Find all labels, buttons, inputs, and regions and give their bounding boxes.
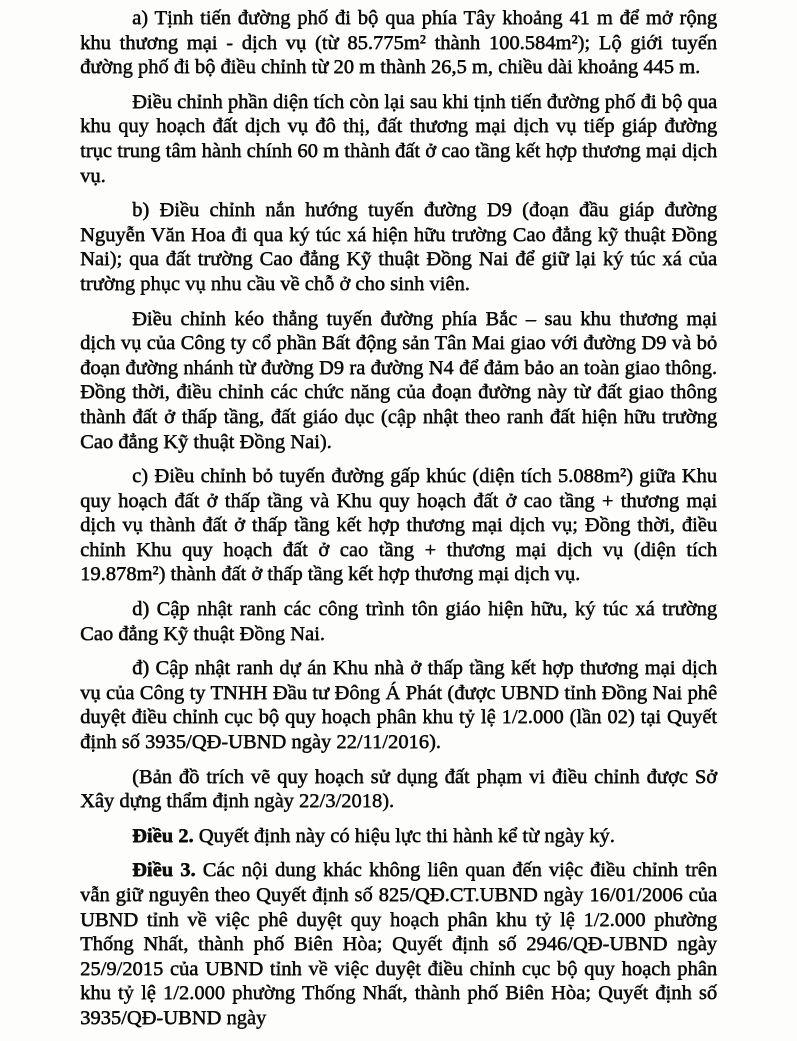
- clause-b-road-d9-realignment: [80, 198, 717, 296]
- paragraph-text: Các nội dung khác không liên quan đến việc điều chỉnh trên vẫn giữ nguyên theo Quyết định số 825/QĐ.CT.UBND ngày 16/01/2006 của UBND tỉnh về việc phê duyệt quy hoạch phân khu tỷ lệ 1/2.000 phường Thống Nhất, thành phố Biên Hòa; Quyết định số 2946/QĐ-UBND ngày 25/9/2015 của UBND tỉnh về việc duyệt điều chỉnh cục bộ quy hoạch phân khu tỷ lệ 1/2.000 phường Thống Nhất, thành phố Biên Hòa; Quyết định số 3935/QĐ-UBND ngày: [80, 859, 717, 1029]
- clause-a-remaining-area-adjustment: [80, 90, 717, 188]
- clause-dd-dong-a-phat-project-boundary: [80, 656, 717, 754]
- paragraph-text: a) Tịnh tiến đường phố đi bộ qua phía Tây khoảng 41 m để mở rộng khu thương mại - dịch vụ (từ 85.775m² thành 100.584m²); Lộ giới tuyến đường phố đi bộ điều chỉnh từ 20 m thành 26,5 m, chiều dài khoảng 445 m.: [80, 7, 717, 79]
- article-number-label: Điều 2.: [132, 824, 194, 847]
- paragraph-text: đ) Cập nhật ranh dự án Khu nhà ở thấp tầng kết hợp thương mại dịch vụ của Công ty TNHH Đầu tư Đông Á Phát (được UBND tỉnh Đồng Nai phê duyệt điều chỉnh cục bộ quy hoạch phân khu tỷ lệ 1/2.000 (lần 02) tại Quyết định số 3935/QĐ-UBND ngày 22/11/2016).: [80, 657, 717, 754]
- article-3-other-contents-unchanged: [80, 858, 717, 1030]
- clause-a-pedestrian-street-shift: [80, 6, 717, 80]
- paragraph-text: d) Cập nhật ranh các công trình tôn giáo hiện hữu, ký túc xá trường Cao đẳng Kỹ thuật Đồng Nai.: [80, 598, 717, 645]
- paragraph-text: c) Điều chỉnh bỏ tuyến đường gấp khúc (diện tích 5.088m²) giữa Khu quy hoạch đất ở thấp tầng và Khu quy hoạch đất ở cao tầng + thương mại dịch vụ thành đất ở thấp tầng kết hợp thương mại dịch vụ; Đồng thời, điều chỉnh Khu quy hoạch đất ở cao tầng + thương mại dịch vụ (diện tích 19.878m²) thành đất ở thấp tầng kết hợp thương mại dịch vụ.: [80, 465, 717, 586]
- clause-c-zigzag-road-removal: [80, 464, 717, 587]
- article-2-effective-date: [80, 824, 717, 849]
- paragraph-text: (Bản đồ trích vẽ quy hoạch sử dụng đất phạm vi điều chỉnh được Sở Xây dựng thẩm định ngày 22/3/2018).: [80, 765, 717, 813]
- note-map-appraisal: [80, 765, 717, 814]
- paragraph-text: Điều chỉnh kéo thẳng tuyến đường phía Bắc – sau khu thương mại dịch vụ của Công ty cổ phần Bất động sản Tân Mai giao với đường D9 và bỏ đoạn đường nhánh từ đường D9 ra đường N4 để đảm bảo an toàn giao thông. Đồng thời, điều chỉnh các chức năng của đoạn đường này từ đất giao thông thành đất ở thấp tầng, đất giáo dục (cập nhật theo ranh đất hiện hữu trường Cao đẳng Kỹ thuật Đồng Nai).: [80, 307, 717, 453]
- paragraph-text: b) Điều chỉnh nắn hướng tuyến đường D9 (đoạn đầu giáp đường Nguyễn Văn Hoa đi qua ký túc xá hiện hữu trường Cao đẳng kỹ thuật Đồng Nai); qua đất trường Cao đẳng Kỹ thuật Đồng Nai để giữ lại ký túc xá của trường phục vụ nhu cầu về chỗ ở cho sinh viên.: [80, 199, 717, 295]
- document-body: [80, 6, 717, 1041]
- clause-d-boundary-update-religious-works: [80, 597, 717, 646]
- paragraph-text: Quyết định này có hiệu lực thi hành kể từ ngày ký.: [193, 824, 615, 847]
- clause-b-north-road-straightening: [80, 307, 717, 455]
- paragraph-text: Điều chỉnh phần diện tích còn lại sau khi tịnh tiến đường phố đi bộ qua khu quy hoạch đất dịch vụ đô thị, đất thương mại dịch vụ tiếp giáp đường trục trung tâm hành chính 60 m thành đất ở cao tầng kết hợp thương mại dịch vụ.: [80, 90, 717, 187]
- article-number-label: Điều 3.: [132, 859, 196, 882]
